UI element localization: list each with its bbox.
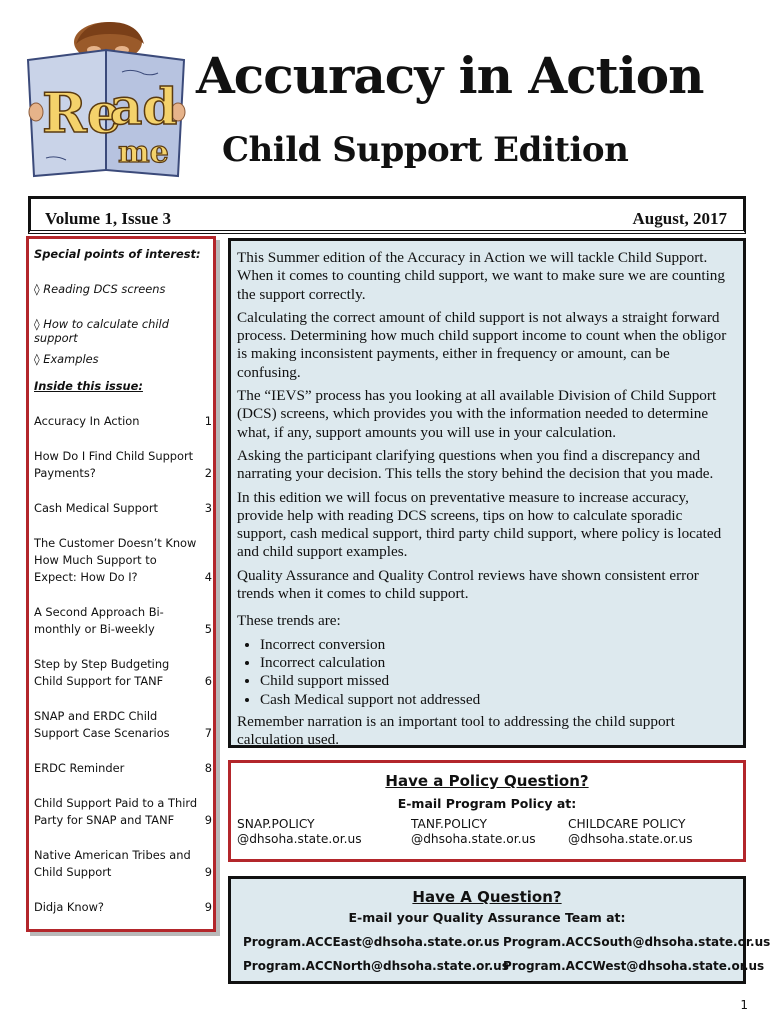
qa-email-east[interactable]: Program.ACCEast@dhsoha.state.or.us [243, 935, 500, 949]
toc-item-page: 2 [204, 466, 212, 480]
qa-email-west[interactable]: Program.ACCWest@dhsoha.state.or.us [503, 959, 765, 973]
trend-item: • Incorrect calculation [260, 654, 735, 672]
toc-item-title: SNAP and ERDC Child Support Case Scenarios [34, 709, 170, 740]
toc-item-page: 5 [204, 622, 212, 636]
policy-contact-domain: @dhsoha.state.or.us [411, 832, 536, 846]
svg-text:me: me [118, 135, 169, 170]
special-point: ◊ How to calculate child support [34, 317, 169, 345]
svg-text:ad: ad [110, 77, 178, 136]
article-paragraph: This Summer edition of the Accuracy in Action we will tackle Child Support. When it comes to counting child support, we want to make sure we are counting the support correctly. [237, 249, 725, 303]
article-paragraph: Asking the participant clarifying questions when you find a discrepancy and narrating your decision. This tells the story behind the decision that you made. [237, 446, 714, 483]
toc-item-page: 9 [204, 865, 212, 879]
toc-item-page: 7 [204, 726, 212, 740]
trend-item: • Cash Medical support not addressed [260, 691, 735, 709]
toc-item-title: Accuracy In Action [34, 414, 140, 428]
read-me-logo [22, 20, 190, 178]
toc-item-title: Native American Tribes and Child Support [34, 848, 191, 879]
toc-item-title: Cash Medical Support [34, 501, 158, 515]
read-me-book-icon [22, 20, 190, 178]
special-point: ◊ Examples [34, 352, 99, 366]
newsletter-title: Accuracy in Action [196, 46, 704, 105]
toc-item[interactable] [34, 448, 212, 482]
qa-email-south[interactable]: Program.ACCSouth@dhsoha.state.or.us [503, 935, 770, 949]
policy-contact-name: CHILDCARE POLICY [568, 817, 686, 831]
newsletter-subtitle: Child Support Edition [222, 130, 629, 170]
toc-item[interactable] [34, 899, 212, 916]
policy-contact-name: SNAP.POLICY [237, 817, 315, 831]
toc-item-title: ERDC Reminder [34, 761, 125, 775]
special-points-title: Special points of interest: [34, 247, 201, 261]
toc-item-page: 3 [204, 501, 212, 515]
toc-item[interactable] [34, 656, 212, 690]
trend-item: • Child support missed [260, 672, 735, 690]
toc-item-title: Child Support Paid to a Third Party for SNAP and TANF [34, 796, 198, 827]
trends-list [237, 636, 735, 709]
toc-item-page: 8 [204, 761, 212, 775]
toc-item[interactable] [34, 500, 212, 517]
article-paragraph: Quality Assurance and Quality Control reviews have shown consistent error trends when it comes to child support. [237, 566, 699, 603]
toc-item-title: A Second Approach Bi-monthly or Bi-weekly [34, 605, 164, 636]
policy-contact-name: TANF.POLICY [411, 817, 487, 831]
toc-item-title: Didja Know? [34, 900, 104, 914]
qa-email-north[interactable]: Program.ACCNorth@dhsoha.state.or.us [243, 959, 509, 973]
policy-contact-domain: @dhsoha.state.or.us [237, 832, 362, 846]
toc-item[interactable] [34, 535, 212, 586]
toc-item-page: 6 [204, 674, 212, 688]
article-paragraph: Calculating the correct amount of child support is not always a straight forward process. Determining how much child support income to count when the obligor is making inconsistent payments, either in frequency or amount, can be confusing. [237, 308, 727, 381]
inside-issue-title: Inside this issue: [34, 379, 143, 393]
article-paragraph: The “IEVS” process has you looking at all available Division of Child Support (DCS) screens, which provides you with the information needed to determine what, if any, support amounts you will use in your calculation. [237, 387, 717, 441]
toc-item[interactable] [34, 795, 212, 829]
issue-date: August, 2017 [632, 209, 727, 228]
svg-text:Re: Re [42, 81, 122, 145]
main-article [228, 238, 746, 748]
policy-question-box [228, 760, 746, 862]
policy-contact-tanf[interactable] [411, 817, 536, 847]
page-number: 1 [740, 998, 748, 1012]
toc-item-title: Step by Step Budgeting Child Support for TANF [34, 657, 170, 688]
qa-question-box [228, 876, 770, 984]
volume-issue: Volume 1, Issue 3 [45, 209, 171, 228]
toc-item-page: 9 [204, 813, 212, 827]
closing-paragraph: Remember narration is an important tool to addressing the child support calculation used. [237, 712, 675, 749]
policy-contact-childcare[interactable] [568, 817, 693, 847]
special-point: ◊ Reading DCS screens [34, 282, 166, 296]
policy-contact-domain: @dhsoha.state.or.us [568, 832, 693, 846]
qa-box-subtitle: E-mail your Quality Assurance Team at: [348, 910, 626, 925]
article-paragraph: In this edition we will focus on preventative measure to increase accuracy, provide help with reading DCS screens, tips on how to calculate sporadic support, cash medical support, third party child support, where policy is located and child support examples. [237, 488, 722, 561]
sidebar [26, 236, 216, 932]
issue-bar [28, 196, 746, 234]
toc-item-page: 1 [204, 414, 212, 428]
toc-item[interactable] [34, 760, 212, 777]
toc-item[interactable] [34, 604, 212, 638]
qa-box-title: Have A Question? [412, 888, 562, 906]
policy-contact-snap[interactable] [237, 817, 362, 847]
toc-item[interactable] [34, 708, 212, 742]
toc-item-page: 4 [204, 570, 212, 584]
policy-box-subtitle: E-mail Program Policy at: [397, 796, 577, 811]
toc-item-page: 9 [204, 900, 212, 914]
toc-item-title: How Do I Find Child Support Payments? [34, 449, 194, 480]
toc-item[interactable] [34, 413, 212, 430]
trend-item: • Incorrect conversion [260, 636, 735, 654]
policy-box-title: Have a Policy Question? [385, 772, 589, 790]
trends-intro: These trends are: [237, 612, 341, 630]
toc-item[interactable] [34, 847, 212, 881]
toc-item-title: The Customer Doesn’t Know How Much Support to Expect: How Do I? [34, 536, 197, 584]
